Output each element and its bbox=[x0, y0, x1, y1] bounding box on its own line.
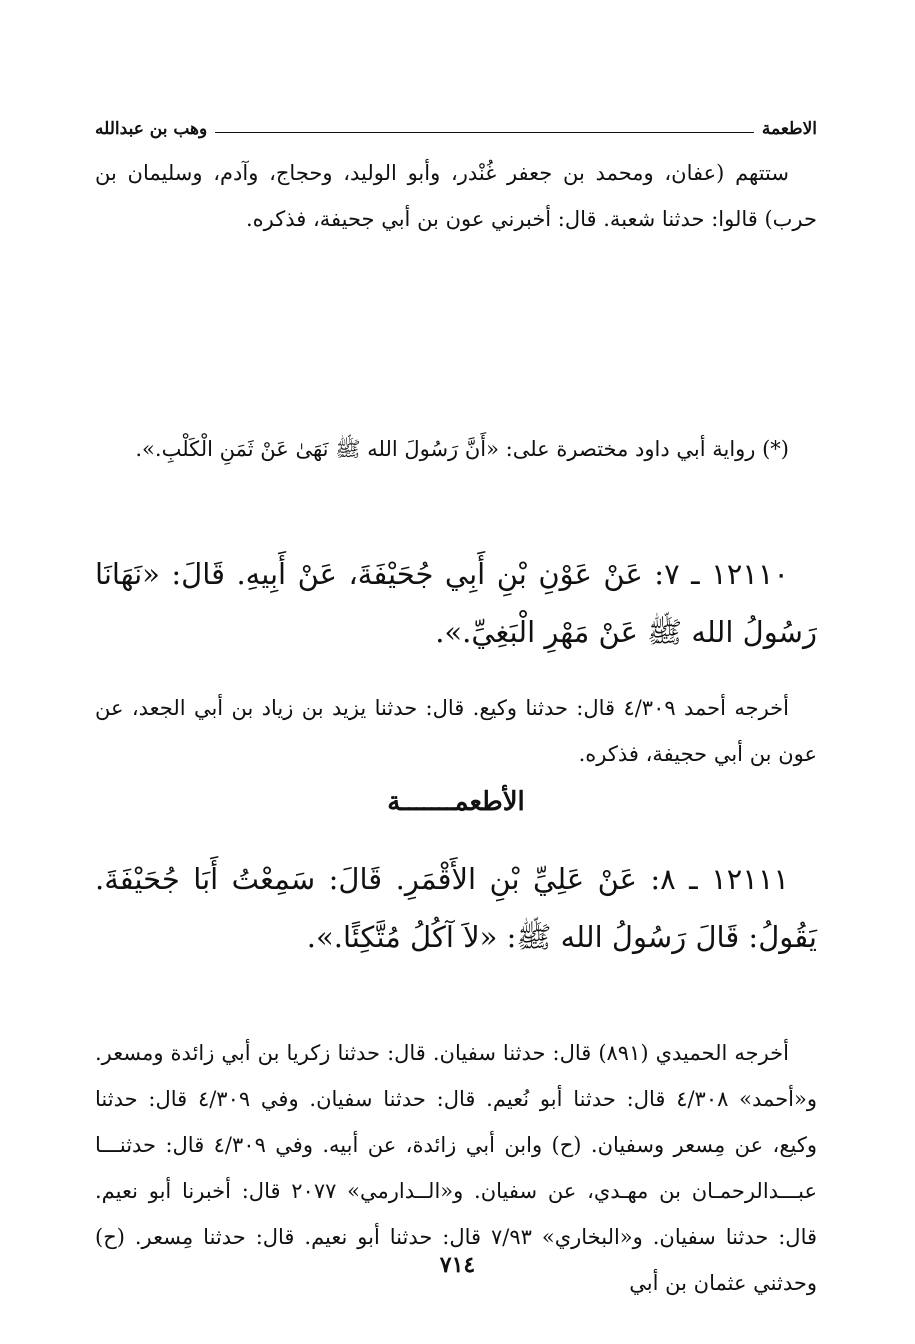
prev-takhrij-paragraph: ستتهم (عفان، ومحمد بن جعفر غُنْدر، وأبو الوليد، وحجاج، وآدم، وسليمان بن حرب) قالوا: حدثنا شعبة. قال: أخبرني عون بن أبي جحيفة، فذكره. bbox=[95, 161, 817, 231]
hadith-12111-takhrij: أخرجه الحميدي (٨٩١) قال: حدثنا سفيان. قال: حدثنا زكريا بن أبي زائدة ومسعر. و«أحمد» ٤/٣٠٨ قال: حدثنا أبو نُعيم. قال: حدثنا سفيان. وفي ٤/٣٠٩ قال: حدثنا وكيع، عن مِسعر وسفيان. (ح) وابن أبي زائدة، عن أبيه. وفي ٤/٣٠٩ قال: حدثنـــا عبـــدالرحمـان بن مهـدي، عن سفيان. و«الــدارمي» ٢٠٧٧ قال: أخبرنا أبو نعيم. قال: حدثنا سفيان. و«البخاري» ٧/٩٣ قال: حدثنا أبو نعيم. قال: حدثنا مِسعر. (ح) وحدثني عثمان بن أبي bbox=[95, 1041, 818, 1295]
section-heading: الأطعمـــــــة bbox=[387, 787, 525, 817]
hadith-12111-text: ١٢١١١ ـ ٨: عَنْ عَلِيِّ بْنِ الأَقْمَرِ. قَالَ: سَمِعْتُ أَبَا جُحَيْفَةَ. يَقُولُ: قَالَ رَسُولُ الله ﷺ: «لاَ آكُلُ مُتَّكِئًا.». bbox=[95, 862, 817, 954]
running-header bbox=[95, 116, 817, 142]
header-narrator: وهب بن عبدالله bbox=[95, 119, 208, 139]
page-number: ٧١٤ bbox=[439, 1252, 476, 1278]
hadith-12110-takhrij: أخرجه أحمد ٤/٣٠٩ قال: حدثنا وكيع. قال: حدثنا يزيد بن زياد بن أبي الجعد، عن عون بن أبي حجيفة، فذكره. bbox=[95, 696, 817, 766]
hadith-12110-text: ١٢١١٠ ـ ٧: عَنْ عَوْنِ بْنِ أَبِي جُحَيْفَةَ، عَنْ أَبِيهِ. قَالَ: «نَهَانَا رَسُولُ الله ﷺ عَنْ مَهْرِ الْبَغِيِّ.». bbox=[95, 557, 817, 649]
header-rule bbox=[215, 132, 754, 133]
abu-dawud-note: (*) رواية أبي داود مختصرة على: «أَنَّ رَسُولَ الله ﷺ نَهَىٰ عَنْ ثَمَنِ الْكَلْبِ.». bbox=[135, 437, 789, 461]
header-section-title: الاطعمة bbox=[761, 119, 817, 139]
